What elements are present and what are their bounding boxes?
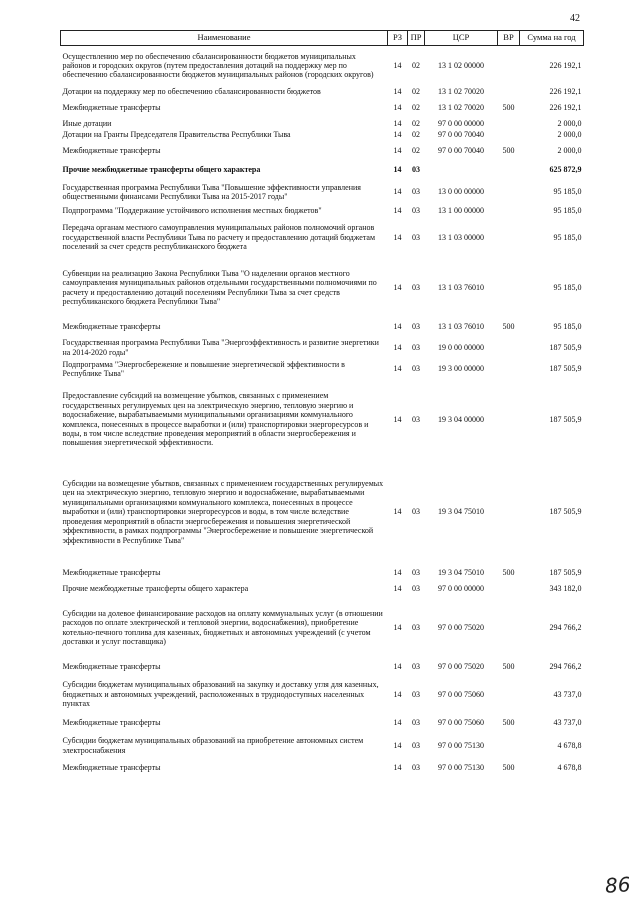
- cell-vr: 500: [502, 103, 515, 113]
- cell-rz: 14: [393, 762, 402, 772]
- cell-vr: 500: [502, 661, 515, 671]
- table-row: [61, 760, 584, 776]
- table-row: [61, 597, 584, 659]
- cell-name: Государственная программа Республики Тыва "Энергоэффективность и развитие энергетики на 2014-2020 годы": [62, 338, 379, 357]
- table-row: [61, 46, 584, 86]
- cell-sum: 226 192,1: [549, 61, 582, 71]
- cell-vr: [498, 119, 520, 130]
- cell-vr: 500: [502, 146, 515, 156]
- cell-vr: [498, 460, 520, 565]
- table-row: [61, 98, 584, 119]
- handwritten-number: 86: [603, 872, 631, 898]
- cell-pr: 02: [412, 86, 420, 96]
- table-row: [61, 565, 584, 581]
- cell-sum: 43 737,0: [553, 689, 582, 699]
- cell-name: Дотации на поддержку мер по обеспечению сбалансированности бюджетов: [62, 86, 321, 96]
- cell-rz: 14: [393, 342, 402, 352]
- cell-pr: 02: [412, 61, 420, 71]
- budget-table: [60, 30, 584, 776]
- cell-csr: 19 0 00 00000: [438, 342, 484, 352]
- cell-name: Подпрограмма "Энергосбережение и повышение энергетической эффективности в Республике Тыва": [62, 359, 345, 378]
- table-row: [61, 732, 584, 760]
- cell-name: Государственная программа Республики Тыва "Повышение эффективности управления общественными финансами Республики Тыва на 2015-2017 годы": [62, 182, 361, 201]
- cell-sum: 2 000,0: [557, 119, 582, 129]
- table-row: [61, 217, 584, 259]
- cell-vr: [498, 162, 520, 179]
- cell-sum: 95 185,0: [553, 187, 582, 197]
- table-row: [61, 675, 584, 715]
- cell-name: Субсидии на возмещение убытков, связанных с применением государственных регулируемых цен на электрическую энергию, тепловую энергию и водоснабжение, вырабатываемыми муниципальными организациями коммунального комплекса, понесенных в процессе выработки и (или) транспортировки энергоресурсов и воды, в том числе вследствие проведения мероприятий в области энергосбережения и повышения энергетической эффективности, в рамках подпрограммы "Энергосбережение и повышение энергетической эффективности в Республике Тыва": [62, 479, 384, 545]
- cell-vr: [498, 597, 520, 659]
- cell-pr: 03: [412, 583, 420, 593]
- cell-vr: 500: [502, 321, 515, 331]
- cell-rz: 14: [393, 740, 402, 750]
- cell-name: Межбюджетные трансферты: [62, 718, 161, 728]
- cell-csr: 19 3 04 75010: [438, 567, 484, 577]
- cell-csr: 13 1 02 70020: [438, 86, 484, 96]
- cell-csr: 13 1 03 76010: [438, 321, 484, 331]
- cell-sum: 4 678,8: [557, 762, 582, 772]
- cell-sum: 294 766,2: [549, 661, 582, 671]
- cell-vr: 500: [502, 567, 515, 577]
- cell-rz: 14: [393, 119, 402, 129]
- cell-rz: 14: [393, 567, 402, 577]
- cell-sum: 343 182,0: [549, 583, 582, 593]
- header-csr: ЦСР: [425, 31, 498, 46]
- table-row: [61, 259, 584, 317]
- cell-pr: 02: [412, 103, 420, 113]
- cell-pr: 03: [412, 364, 420, 374]
- table-row: [61, 86, 584, 98]
- cell-pr: 02: [412, 119, 420, 129]
- cell-vr: [498, 675, 520, 715]
- cell-pr: 03: [412, 622, 420, 632]
- table-body: [61, 46, 584, 776]
- cell-name: Осуществлению мер по обеспечению сбалансированности бюджетов муниципальных районов и городских округов (путем предоставления дотаций на поддержку мер по обеспечению сбалансированности бюджетов муниципальных районов (городских округов): [62, 51, 374, 80]
- cell-pr: 03: [412, 187, 420, 197]
- cell-sum: 2 000,0: [557, 130, 582, 140]
- cell-pr: 03: [412, 507, 420, 517]
- cell-sum: 226 192,1: [549, 103, 582, 113]
- cell-sum: 95 185,0: [553, 232, 582, 242]
- cell-name: Межбюджетные трансферты: [62, 762, 161, 772]
- table-row: [61, 337, 584, 359]
- header-rz: РЗ: [388, 31, 408, 46]
- cell-sum: 187 505,9: [549, 342, 582, 352]
- cell-sum: 95 185,0: [553, 206, 582, 216]
- cell-name: Субсидии бюджетам муниципальных образований на приобретение автономных систем электроснабжения: [62, 736, 364, 755]
- cell-name: Субсидии на долевое финансирование расходов на оплату коммунальных услуг (в отношении расходов по оплате электрической и тепловой энергии, водоснабжения), приобретение котельно-печного топлива для казенных, бюджетных и автономных учреждений (с учетом доставки и услуг поставщика): [62, 608, 383, 646]
- cell-csr: 97 0 00 75060: [438, 689, 484, 699]
- cell-sum: 187 505,9: [549, 567, 582, 577]
- cell-rz: 14: [393, 206, 402, 216]
- cell-sum: 187 505,9: [549, 414, 582, 424]
- header-pr: ПР: [408, 31, 425, 46]
- cell-rz: 14: [393, 364, 402, 374]
- cell-csr: 13 1 02 00000: [438, 61, 484, 71]
- cell-pr: 03: [412, 342, 420, 352]
- cell-sum: 95 185,0: [553, 321, 582, 331]
- cell-pr: 03: [412, 762, 420, 772]
- cell-rz: 14: [393, 507, 402, 517]
- cell-rz: 14: [393, 622, 402, 632]
- cell-name: Межбюджетные трансферты: [62, 103, 161, 113]
- cell-sum: 187 505,9: [549, 364, 582, 374]
- cell-name: Прочие межбюджетные трансферты общего характера: [62, 583, 249, 593]
- cell-name: Межбюджетные трансферты: [62, 567, 161, 577]
- table-row: [61, 141, 584, 162]
- header-name: Наименование: [61, 31, 388, 46]
- cell-vr: [498, 259, 520, 317]
- cell-vr: [498, 206, 520, 217]
- table-row: [61, 130, 584, 141]
- cell-rz: 14: [393, 414, 402, 424]
- cell-pr: 03: [412, 718, 420, 728]
- table-row: [61, 317, 584, 337]
- cell-vr: 500: [502, 718, 515, 728]
- cell-csr: 97 0 00 70040: [438, 130, 484, 140]
- cell-rz: 14: [393, 282, 402, 292]
- cell-pr: 03: [412, 321, 420, 331]
- table-row: [61, 162, 584, 179]
- cell-pr: 03: [412, 661, 420, 671]
- cell-rz: 14: [393, 86, 402, 96]
- cell-pr: 03: [412, 232, 420, 242]
- cell-name: Прочие межбюджетные трансферты общего характера: [62, 165, 261, 175]
- cell-sum: 294 766,2: [549, 622, 582, 632]
- cell-csr: 13 1 03 00000: [438, 232, 484, 242]
- cell-name: Межбюджетные трансферты: [62, 321, 161, 331]
- cell-pr: 02: [412, 130, 420, 140]
- table-row: [61, 380, 584, 460]
- cell-csr: 13 1 03 76010: [438, 282, 484, 292]
- cell-csr: 13 1 00 00000: [438, 206, 484, 216]
- table-row: [61, 206, 584, 217]
- cell-vr: [498, 581, 520, 597]
- cell-sum: 226 192,1: [549, 86, 582, 96]
- cell-sum: 2 000,0: [557, 146, 582, 156]
- cell-name: Передача органам местного самоуправления муниципальных районов полномочий органов государственной власти Республики Тыва по расчету и предоставлению дотаций бюджетам поселений за счет средств республиканского бюджета: [62, 223, 376, 252]
- cell-rz: 14: [393, 187, 402, 197]
- page-number: 42: [570, 13, 580, 24]
- cell-name: Субвенции на реализацию Закона Республики Тыва "О наделении органов местного самоуправления муниципальных районов отдельными государственными полномочиями по расчету и предоставлению дотаций поселениям Республики Тыва за счет средств республиканского бюджета Республики Тыва": [62, 268, 377, 306]
- cell-csr: 97 0 00 70040: [438, 146, 484, 156]
- cell-vr: [498, 732, 520, 760]
- cell-rz: 14: [393, 321, 402, 331]
- cell-vr: 500: [502, 762, 515, 772]
- cell-rz: 14: [393, 583, 402, 593]
- cell-pr: 03: [412, 689, 420, 699]
- cell-rz: 14: [393, 103, 402, 113]
- cell-rz: 14: [393, 232, 402, 242]
- table-row: [61, 119, 584, 130]
- table-row: [61, 460, 584, 565]
- cell-rz: 14: [393, 146, 402, 156]
- cell-pr: 03: [412, 567, 420, 577]
- cell-rz: 14: [393, 661, 402, 671]
- cell-pr: 03: [412, 740, 420, 750]
- cell-csr: 97 0 00 75130: [438, 740, 484, 750]
- cell-rz: 14: [393, 61, 402, 71]
- header-vr: ВР: [498, 31, 520, 46]
- header-sum: Сумма на год: [520, 31, 584, 46]
- cell-name: Иные дотации: [62, 119, 112, 129]
- cell-vr: [498, 130, 520, 141]
- cell-sum: 95 185,0: [553, 282, 582, 292]
- cell-pr: 03: [412, 206, 420, 216]
- cell-pr: 02: [412, 146, 420, 156]
- table-row: [61, 581, 584, 597]
- cell-csr: [425, 162, 498, 179]
- cell-csr: 97 0 00 75130: [438, 762, 484, 772]
- table-header: [61, 31, 584, 46]
- cell-pr: 03: [412, 282, 420, 292]
- cell-pr: 03: [412, 165, 420, 175]
- cell-sum: 43 737,0: [553, 718, 582, 728]
- cell-sum: 625 872,9: [549, 165, 582, 175]
- cell-csr: 97 0 00 75060: [438, 718, 484, 728]
- cell-csr: 97 0 00 00000: [438, 583, 484, 593]
- cell-name: Межбюджетные трансферты: [62, 661, 161, 671]
- cell-csr: 13 0 00 00000: [438, 187, 484, 197]
- cell-name: Дотации на Гранты Председателя Правительства Республики Тыва: [62, 130, 291, 140]
- cell-rz: 14: [393, 165, 402, 175]
- table-row: [61, 659, 584, 675]
- cell-vr: [498, 217, 520, 259]
- cell-name: Межбюджетные трансферты: [62, 146, 161, 156]
- table-row: [61, 715, 584, 732]
- cell-csr: 19 3 04 75010: [438, 507, 484, 517]
- cell-sum: 4 678,8: [557, 740, 582, 750]
- cell-vr: [498, 359, 520, 380]
- cell-name: Предоставление субсидий на возмещение убытков, связанных с применением государственных регулируемых цен на электрическую энергию, тепловую энергию и водоснабжение, вырабатываемыми муниципальными организациями коммунального комплекса, понесенных в процессе выработки и (или) транспортировки энергоресурсов и воды, в том числе вследствие проведения мероприятий в области энергосбережения и повышения энергетической эффективности.: [62, 391, 369, 448]
- cell-rz: 14: [393, 689, 402, 699]
- cell-csr: 97 0 00 75020: [438, 661, 484, 671]
- cell-csr: 19 3 00 00000: [438, 364, 484, 374]
- cell-csr: 19 3 04 00000: [438, 414, 484, 424]
- cell-name: Подпрограмма "Поддержание устойчивого исполнения местных бюджетов": [62, 206, 322, 216]
- cell-vr: [498, 380, 520, 460]
- table-row: [61, 359, 584, 380]
- cell-sum: 187 505,9: [549, 507, 582, 517]
- cell-name: Субсидии бюджетам муниципальных образований на закупку и доставку угля для казенных, бюджетных и автономных учреждений, расположенных в труднодоступных населенных пунктах: [62, 680, 379, 709]
- cell-csr: 97 0 00 75020: [438, 622, 484, 632]
- cell-vr: [498, 46, 520, 86]
- cell-csr: 97 0 00 00000: [438, 119, 484, 129]
- cell-csr: 13 1 02 70020: [438, 103, 484, 113]
- table-row: [61, 179, 584, 206]
- cell-pr: 03: [412, 414, 420, 424]
- cell-vr: [498, 337, 520, 359]
- cell-vr: [498, 86, 520, 98]
- cell-rz: 14: [393, 130, 402, 140]
- cell-vr: [498, 179, 520, 206]
- cell-rz: 14: [393, 718, 402, 728]
